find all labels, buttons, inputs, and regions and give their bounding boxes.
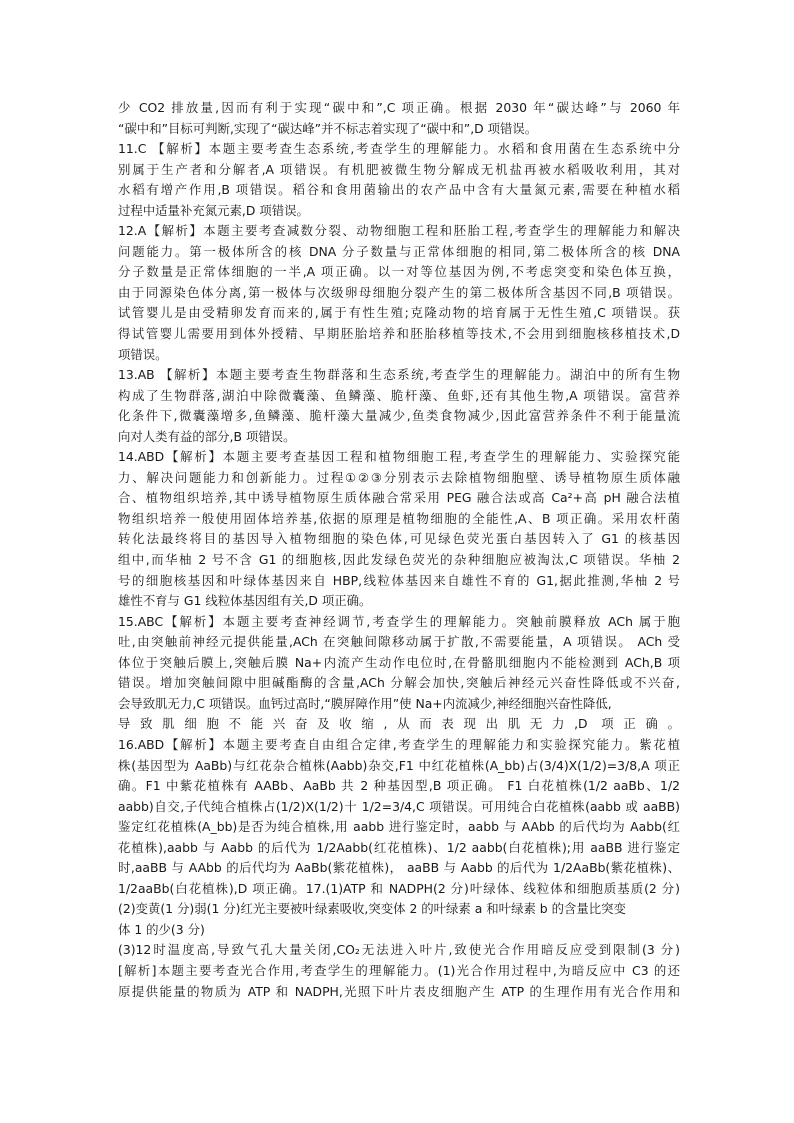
text-line: 1/2aaBb(白花植株),D 项正确。17.(1)ATP 和 NADPH(2 分)叶绿体、线粒体和细胞质基质(2 分) [118,880,680,896]
text-line: 花植株),aabb 与 Aabb 的后代为 1/2Aabb(红花植株)、1/2 aabb(白花植株);用 aaBB 进行鉴定 [118,839,680,855]
text-line: 吐,由突触前神经元提供能量,ACh 在突触间隙移动属于扩散,不需要能量，A 项错误。 ACh 受 [118,634,680,650]
text-line: 原提供能量的物质为 ATP 和 NADPH,光照下叶片表皮细胞产生 ATP 的生理作用有光合作用和 [118,983,680,999]
text-line: 过程中适量补充氮元素,D 项错误。 [118,202,309,218]
text-line: 株(基因型为 AaBb)与红花杂合植株(Aabb)杂交,F1 中红花植株(A_bb)占(3/4)X(1/2)=3/8,A 项正 [118,757,680,773]
text-line: 转化法最终将目的基因导入植物细胞的染色体,可见绿色荧光蛋白基因转入了 G1 的核基因 [118,531,680,547]
text-line: 雄性不育与 G1 线粒体基因组有关,D 项正确。 [118,593,372,609]
text-line: 分子数量是正常体细胞的一半,A 项正确。以一对等位基因为例,不考虑突变和染色体互换， [118,264,680,280]
text-line: 别属于生产者和分解者,A 项错误。有机肥被微生物分解成无机盐再被水稻吸收利用，其对 [118,161,680,177]
text-line: aabb)自交,子代纯合植株占(1/2)X(1/2)十 1/2=3/4,C 项错误。可用纯合白花植株(aabb 或 aaBB) [118,798,680,814]
text-line: 会导致肌无力,C 项错误。血钙过高时,“膜屏障作用”使 Na+内流减少,神经细胞兴奋性降低, [118,695,612,711]
text-line: 错误。增加突触间隙中胆碱酯酶的含量,ACh 分解会加快,突触后神经元兴奋性降低或不兴奋, [118,675,680,691]
text-line: 体位于突触后膜上,突触后膜 Na+内流产生动作电位时,在骨骼肌细胞内不能检测到 ACh,B 项 [118,654,680,670]
text-line: 试管婴儿是由受精卵发育而来的,属于有性生殖;克隆动物的培育属于无性生殖,C 项错误。获 [118,305,680,321]
text-line: 鉴定红花植株(A_bb)是否为纯合植株,用 aabb 进行鉴定时，aabb 与 AAbb 的后代均为 Aabb(红 [118,819,680,835]
text-line: 导致肌细胞不能兴奋及收缩,从而表现出肌无力,D 项正确。 [118,716,680,732]
text-line: 合、植物组织培养,其中诱导植物原生质体融合常采用 PEG 融合法或高 Ca²+高 pH 融合法植 [118,490,680,506]
text-line: 体 1 的少(3 分) [118,921,205,937]
text-line: 少 CO2 排放量,因而有利于实现“碳中和”,C 项正确。根据 2030 年“碳达峰”与 2060 年 [118,100,680,115]
text-line: 时,aaBB 与 AAbb 的后代均为 AaBb(紫花植株)， aaBB 与 Aabb 的后代为 1/2AaBb(紫花植株)、 [118,860,680,876]
text-line: 构成了生物群落,湖泊中除微囊藻、鱼鳞藻、脆杆藻、鱼虾,还有其他生物,A 项错误。富营养 [118,387,680,403]
text-line: 向对人类有益的部分,B 项错误。 [118,428,296,444]
text-line: 力、解决问题能力和创新能力。过程①②③分别表示去除植物细胞壁、诱导植物原生质体融 [118,469,680,485]
text-line: 16.ABD【解析】本题主要考查自由组合定律,考查学生的理解能力和实验探究能力。紫花植 [118,736,680,752]
text-line: (3)12时温度高,导致气孔大量关闭,CO₂无法进入叶片,致使光合作用暗反应受到限制(3 分) [118,942,680,958]
text-line: “碳中和”目标可判断,实现了“碳达峰”并不标志着实现了“碳中和”,D 项错误。 [118,120,538,136]
text-line: 水稻有增产作用,B 项错误。稻谷和食用菌输出的农产品中含有大量氮元素,需要在种植水稻 [118,182,680,198]
answer-document [118,98,680,1002]
text-line: 11.C 【解析】本题主要考查生态系统,考查学生的理解能力。水稻和食用菌在生态系统中分 [118,141,680,157]
text-line: 由于同源染色体分离,第一极体与次级卵母细胞分裂产生的第二极体所含基因不同,B 项错误。 [118,284,680,300]
text-line: 14.ABD【解析】本题主要考查基因工程和植物细胞工程,考查学生的理解能力、实验探究能 [118,449,680,465]
text-line: 15.ABC【解析】本题主要考查神经调节,考查学生的理解能力。突触前膜释放 ACh 属于胞 [118,613,680,629]
text-line: 12.A【解析】本题主要考查减数分裂、动物细胞工程和胚胎工程,考查学生的理解能力和解决 [118,223,680,239]
text-line: 号的细胞核基因和叶绿体基因来自 HBP,线粒体基因来自雄性不育的 G1,据此推测,华柚 2 号 [118,572,680,588]
text-line: 问题能力。第一极体所含的核 DNA 分子数量与正常体细胞的相同,第二极体所含的核 DNA [118,243,680,259]
text-line: [解析]本题主要考查光合作用,考查学生的理解能力。(1)光合作用过程中,为暗反应中 C3 的还 [118,962,680,978]
text-line: 13.AB 【解析】本题主要考查生物群落和生态系统,考查学生的理解能力。湖泊中的所有生物 [118,367,680,383]
text-line: 得试管婴儿需要用到体外授精、早期胚胎培养和胚胎移植等技术,不会用到细胞核移植技术,D [118,326,680,342]
text-line: (2)变黄(1 分)弱(1 分)红光主要被叶绿素吸收,突变体 2 的叶绿素 a 和叶绿素 b 的含量比突变 [118,901,626,917]
text-line: 物组织培养一般使用固体培养基,依据的原理是植物细胞的全能性,A、B 项正确。采用农杆菌 [118,510,680,526]
text-line: 化条件下,微囊藻增多,鱼鳞藻、脆杆藻大量减少,鱼类食物减少,因此富营养条件不利于能量流 [118,408,680,424]
text-line: 项错误。 [118,346,168,362]
text-line: 确。F1 中紫花植株有 AABb、AaBb 共 2 种基因型,B 项正确。 F1 白花植株(1/2 aaBb、1/2 [118,778,680,794]
text-line: 组中,而华柚 2 号不含 G1 的细胞核,因此发绿色荧光的杂种细胞应被淘汰,C 项错误。华柚 2 [118,552,680,568]
